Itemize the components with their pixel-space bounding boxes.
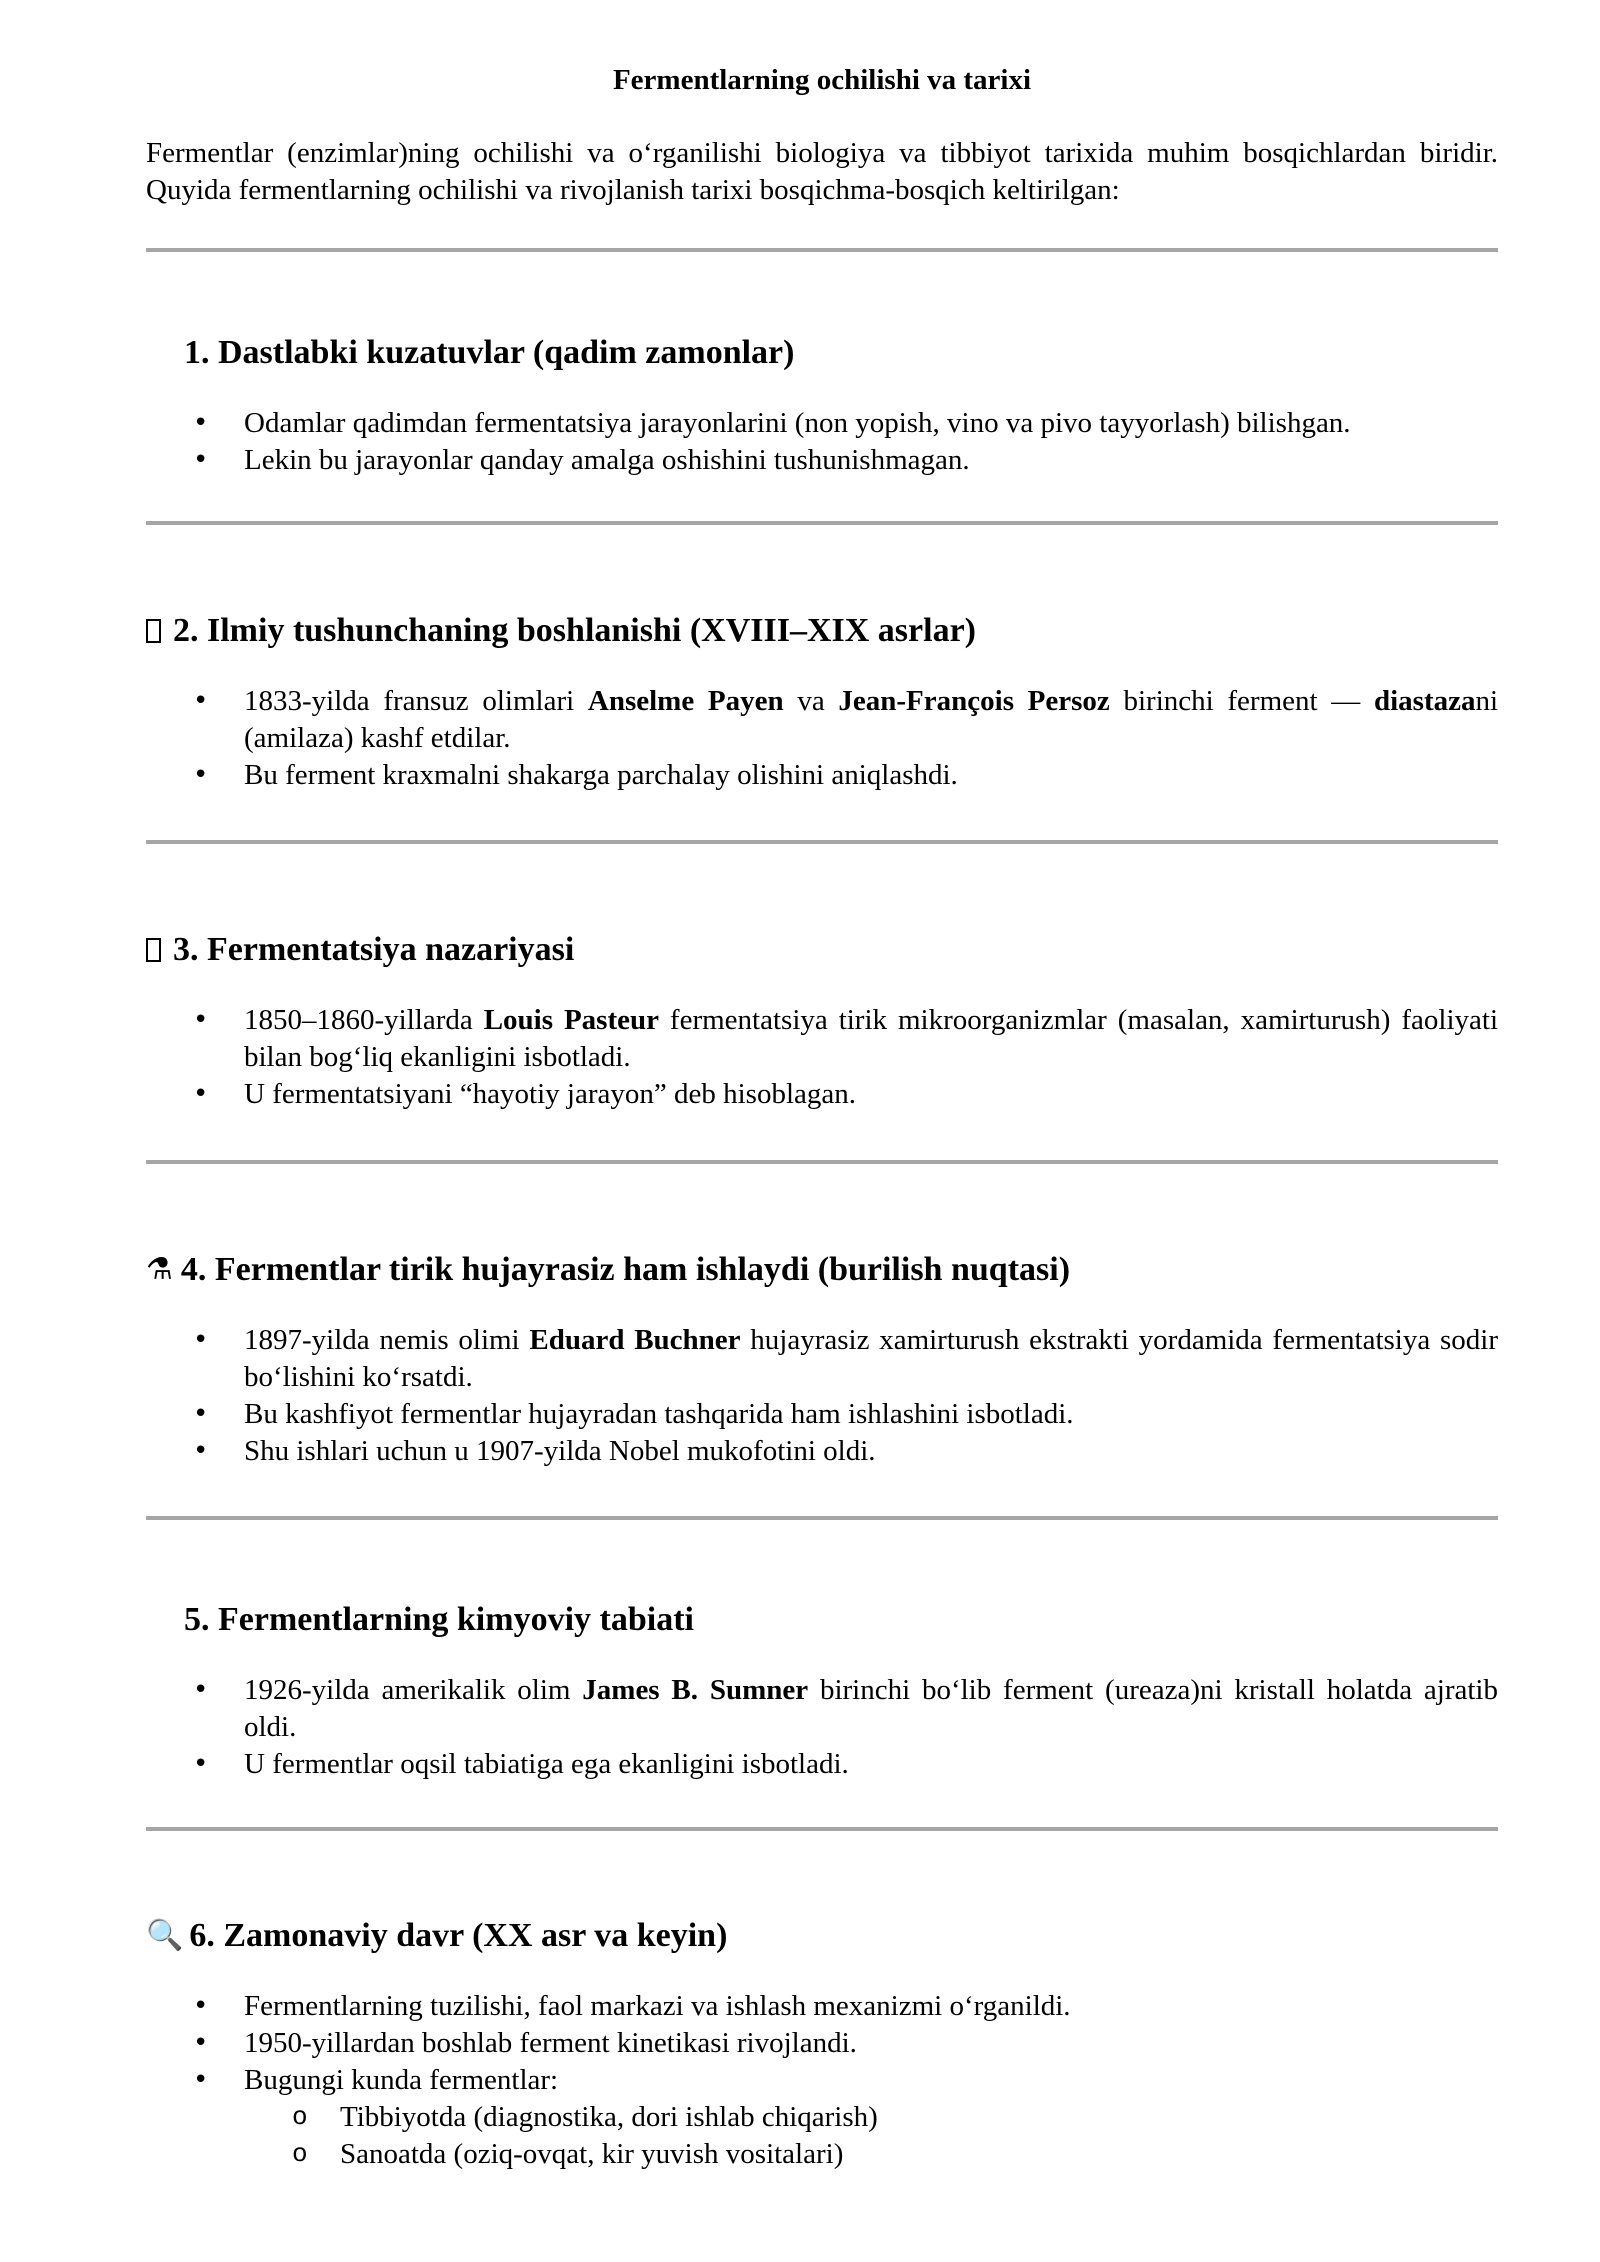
section-heading-text: 1. Dastlabki kuzatuvlar (qadim zamonlar) bbox=[184, 334, 795, 371]
bullet-list bbox=[146, 1002, 1498, 1113]
bold-run: Anselme Payen bbox=[587, 685, 784, 717]
sub-list-item: o Sanoatda (oziq-ovqat, kir yuvish vositalari) bbox=[146, 2136, 1498, 2173]
text-run: birinchi ferment — bbox=[1109, 685, 1361, 717]
bold-run: Jean-François Persoz bbox=[838, 685, 1110, 717]
section-heading bbox=[146, 1600, 1498, 1640]
section-heading bbox=[146, 333, 1498, 373]
horizontal-rule bbox=[146, 840, 1498, 844]
horizontal-rule bbox=[146, 521, 1498, 525]
list-item bbox=[146, 683, 1498, 757]
list-item: • U fermentlar oqsil tabiatiga ega ekanligini isbotladi. bbox=[146, 1746, 1498, 1783]
list-item: • Bu kashfiyot fermentlar hujayradan tashqarida ham ishlashini isbotladi. bbox=[146, 1396, 1498, 1433]
section-4 bbox=[146, 1250, 1498, 1470]
sub-list-item: o Tibbiyotda (diagnostika, dori ishlab chiqarish) bbox=[146, 2099, 1498, 2136]
text-run: birinchi boʻlib ferment (ureaza)ni kristall holatda ajratib oldi. bbox=[244, 1674, 1498, 1743]
horizontal-rule bbox=[146, 1160, 1498, 1164]
list-item: • Odamlar qadimdan fermentatsiya jarayonlarini (non yopish, vino va pivo tayyorlash) bilishgan. bbox=[146, 405, 1498, 442]
list-item: • Lekin bu jarayonlar qanday amalga oshishini tushunishmagan. bbox=[146, 442, 1498, 479]
sub-bullet-list bbox=[146, 2099, 1498, 2173]
list-item bbox=[146, 1322, 1498, 1396]
text-run: hujayrasiz xamirturush ekstrakti yordamida fermentatsiya sodir boʻlishini koʻrsatdi. bbox=[244, 1324, 1498, 1393]
bullet-list bbox=[146, 683, 1498, 794]
document-title: Fermentlarning ochilishi va tarixi bbox=[612, 64, 1032, 96]
section-heading bbox=[146, 611, 1498, 651]
bold-run: Eduard Buchner bbox=[529, 1324, 741, 1356]
bold-run: diastaza bbox=[1373, 685, 1476, 717]
section-heading-text: 6. Zamonaviy davr (XX asr va keyin) bbox=[189, 1917, 728, 1954]
section-heading-text: 2. Ilmiy tushunchaning boshlanishi (XVIII–XIX asrlar) bbox=[173, 612, 976, 649]
list-item: • Shu ishlari uchun u 1907-yilda Nobel mukofotini oldi. bbox=[146, 1433, 1498, 1470]
text-run: 1833-yilda fransuz olimlari bbox=[244, 685, 588, 717]
list-item: • 1950-yillardan boshlab ferment kinetikasi rivojlandi. bbox=[146, 2025, 1498, 2062]
section-3 bbox=[146, 930, 1498, 1113]
magnifier-icon: 🔍 bbox=[146, 1918, 184, 1953]
text-run: fermentatsiya tirik mikroorganizmlar (masalan, xamirturush) faoliyati bilan bogʻliq ekanligini isbotladi. bbox=[244, 1004, 1499, 1073]
missing-glyph-icon bbox=[146, 619, 161, 643]
text-run: 1897-yilda nemis olimi bbox=[244, 1324, 530, 1356]
list-item: • Bu ferment kraxmalni shakarga parchalay olishini aniqlashdi. bbox=[146, 757, 1498, 794]
list-item: • U fermentatsiyani “hayotiy jarayon” deb hisoblagan. bbox=[146, 1076, 1498, 1113]
horizontal-rule bbox=[146, 248, 1498, 252]
section-heading-text: 5. Fermentlarning kimyoviy tabiati bbox=[184, 1601, 694, 1638]
section-heading-text: 3. Fermentatsiya nazariyasi bbox=[173, 931, 575, 968]
text-run: 1850–1860-yillarda bbox=[244, 1004, 484, 1036]
section-5 bbox=[146, 1600, 1498, 1783]
horizontal-rule bbox=[146, 1516, 1498, 1520]
section-2 bbox=[146, 611, 1498, 794]
section-heading bbox=[146, 1250, 1498, 1290]
missing-glyph-icon bbox=[146, 938, 161, 962]
text-run: 1926-yilda amerikalik olim bbox=[244, 1674, 583, 1706]
text-run: va bbox=[783, 685, 839, 717]
horizontal-rule bbox=[146, 1827, 1498, 1831]
flask-icon: ⚗ bbox=[146, 1252, 173, 1287]
bullet-list bbox=[146, 1672, 1498, 1783]
bold-run: Louis Pasteur bbox=[483, 1004, 659, 1036]
list-item: • Fermentlarning tuzilishi, faol markazi va ishlash mexanizmi oʻrganildi. bbox=[146, 1988, 1498, 2025]
bullet-list bbox=[146, 1988, 1498, 2099]
section-heading-text: 4. Fermentlar tirik hujayrasiz ham ishlaydi (burilish nuqtasi) bbox=[180, 1251, 1071, 1288]
intro-paragraph: Fermentlar (enzimlar)ning ochilishi va oʻrganilishi biologiya va tibbiyot tarixida muhim bosqichlardan biridir. Quyida fermentlarning ochilishi va rivojlanish tarixi bosqichma-bosqich keltirilgan: bbox=[146, 137, 1498, 206]
bold-run: James B. Sumner bbox=[582, 1674, 809, 1706]
list-item bbox=[146, 1672, 1498, 1746]
text-run: ni (amilaza) kashf etdilar. bbox=[244, 685, 1499, 754]
section-1 bbox=[146, 333, 1498, 479]
list-item: • Bugungi kunda fermentlar: bbox=[146, 2062, 1498, 2099]
section-heading bbox=[146, 1916, 1498, 1956]
bullet-list bbox=[146, 405, 1498, 479]
section-heading bbox=[146, 930, 1498, 970]
list-item bbox=[146, 1002, 1498, 1076]
bullet-list bbox=[146, 1322, 1498, 1470]
section-6 bbox=[146, 1916, 1498, 2173]
